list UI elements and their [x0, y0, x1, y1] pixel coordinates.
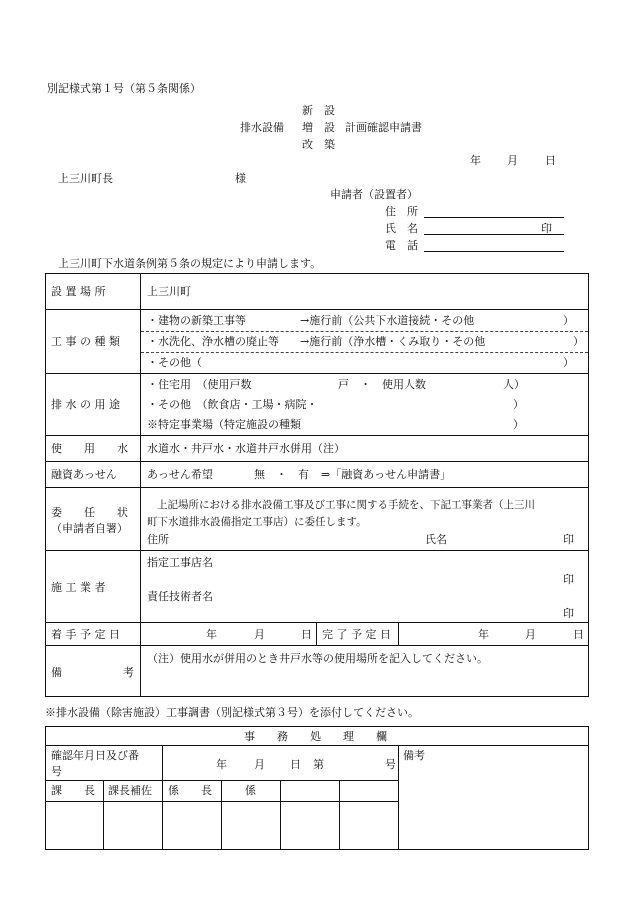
- title-option-new: 新 設: [302, 104, 335, 117]
- paren-close: ）: [513, 418, 524, 431]
- remarks-column-divider: [398, 745, 399, 850]
- applicant-name-label: 氏 名: [385, 222, 418, 235]
- dashed-divider: [141, 352, 588, 353]
- attachment-note: ※排水設備（除害施設）工事調書（別記様式第３号）を添付してください。: [45, 706, 419, 719]
- end-year[interactable]: 年: [478, 628, 489, 641]
- work-type-other[interactable]: ・その他（: [147, 356, 202, 369]
- stamp-chief: 課 長: [51, 784, 95, 797]
- start-day[interactable]: 日: [301, 628, 312, 641]
- date-column-divider: [398, 622, 399, 645]
- intro-text: 上三川町下水道条例第５条の規定により申請します。: [58, 257, 322, 270]
- applicant-address-field[interactable]: [424, 217, 564, 218]
- location-label: 設 置 場 所: [51, 285, 106, 298]
- use-specified-facility[interactable]: ※特定事業場（特定施設の種類: [147, 418, 301, 431]
- water-label: 使 用 水: [51, 442, 128, 455]
- applicant-phone-field[interactable]: [424, 251, 564, 252]
- applicant-address-label: 住 所: [385, 205, 418, 218]
- date-year: 年: [470, 154, 481, 167]
- date-month: 月: [507, 154, 518, 167]
- row-divider: [45, 645, 589, 646]
- title-option-extend: 増 設: [302, 121, 335, 134]
- loan-request: あっせん希望: [147, 468, 213, 481]
- proxy-text: 上記場所における排水設備工事及び工事に関する手続を、下記工事業者（上三川: [157, 499, 535, 511]
- paren-close: ）: [513, 398, 524, 411]
- remarks-label: 備: [51, 666, 62, 679]
- applicant-heading: 申請者（設置者）: [330, 188, 418, 201]
- loan-form-reference: ⇒「融資あっせん申請書」: [321, 468, 452, 481]
- end-date-label: 完 了 予 定 日: [322, 628, 391, 641]
- date-day: 日: [545, 154, 556, 167]
- proxy-address-label[interactable]: 住所: [147, 533, 169, 546]
- loan-choice[interactable]: 無 ・ 有: [254, 468, 309, 481]
- confirm-day: 日: [290, 758, 301, 771]
- addressee: 上三川町長: [58, 172, 113, 185]
- confirm-date-label: 確認年月日及び番: [51, 749, 139, 762]
- office-use-title: 事 務 処 理 欄: [244, 730, 387, 743]
- column-divider: [162, 780, 163, 850]
- confirm-date-label-cont: 号: [51, 765, 62, 778]
- paren-close: ）: [563, 356, 574, 369]
- work-type-flush-conversion[interactable]: ・水洗化、浄水槽の廃止等: [147, 335, 279, 348]
- column-divider: [162, 745, 163, 780]
- row-divider: [45, 745, 589, 746]
- use-other[interactable]: ・その他 （飲食店・工場・病院・: [147, 398, 318, 411]
- office-remarks-label: 備考: [403, 749, 425, 762]
- contractor-engineer-label[interactable]: 責任技術者名: [147, 590, 213, 603]
- loan-label: 融資あっせん: [51, 468, 117, 481]
- drain-use-label: 排 水 の 用 途: [51, 398, 120, 411]
- stamp-staff: 係: [245, 784, 256, 797]
- row-divider: [45, 435, 589, 436]
- row-divider: [45, 461, 589, 462]
- form-number: 別記様式第１号（第５条関係）: [47, 82, 201, 95]
- proxy-sublabel: （申請者自署）: [51, 522, 128, 535]
- row-divider: [45, 550, 589, 551]
- dashed-divider: [141, 331, 588, 332]
- row-divider: [45, 622, 589, 623]
- proxy-name-label[interactable]: 氏名: [425, 533, 447, 546]
- row-divider: [45, 309, 589, 310]
- title-prefix: 排水設備: [240, 121, 284, 134]
- paren-close: ）: [573, 335, 584, 348]
- contractor-engineer-seal: 印: [563, 607, 574, 620]
- work-type-new-construction-status: →施行前（公共下水道接続・その他: [300, 314, 475, 327]
- applicant-phone-label: 電 話: [385, 239, 418, 252]
- paren-close: 人）: [503, 378, 525, 391]
- use-residential-persons: 戸 ・ 使用人数: [338, 378, 426, 391]
- contractor-shop-label[interactable]: 指定工事店名: [147, 556, 213, 569]
- proxy-label: 委 任 状: [51, 506, 128, 519]
- location-value[interactable]: 上三川町: [147, 285, 191, 298]
- start-date-label: 着 手 予 定 日: [51, 628, 120, 641]
- column-divider: [339, 780, 340, 850]
- confirm-number-suffix: 号: [385, 758, 396, 771]
- work-type-flush-conversion-status: →施行前（浄水槽・くみ取り・その他: [300, 335, 486, 348]
- remarks-note: （注）使用水が併用のとき井戸水等の使用場所を記入してください。: [147, 652, 488, 665]
- confirm-month: 月: [254, 758, 265, 771]
- work-type-new-construction[interactable]: ・建物の新築工事等: [147, 314, 246, 327]
- end-day[interactable]: 日: [573, 628, 584, 641]
- work-type-label: 工 事 の 種 類: [51, 335, 120, 348]
- label-column-divider: [140, 273, 141, 697]
- column-divider: [221, 780, 222, 850]
- end-month[interactable]: 月: [525, 628, 536, 641]
- title-option-rebuild: 改 築: [302, 138, 335, 151]
- start-year[interactable]: 年: [206, 628, 217, 641]
- confirm-year: 年: [216, 758, 227, 771]
- start-month[interactable]: 月: [254, 628, 265, 641]
- column-divider: [103, 780, 104, 850]
- contractor-label: 施 工 業 者: [51, 581, 106, 594]
- honorific: 様: [235, 172, 246, 185]
- date-column-divider: [316, 622, 317, 645]
- row-divider: [45, 487, 589, 488]
- stamp-section-head: 係 長: [168, 784, 212, 797]
- column-divider: [280, 780, 281, 850]
- applicant-seal: 印: [541, 222, 552, 235]
- page-title: 計画確認申請書: [345, 121, 422, 134]
- proxy-text-cont: 町下水道排水設備指定工事店）に委任します。: [147, 516, 367, 528]
- use-residential[interactable]: ・住宅用 （使用戸数: [147, 378, 252, 391]
- remarks-label-end: 考: [123, 666, 134, 679]
- stamp-deputy: 課長補佐: [108, 784, 152, 797]
- proxy-seal: 印: [563, 533, 574, 546]
- row-divider: [45, 373, 589, 374]
- confirm-number-prefix: 第: [313, 758, 324, 771]
- water-value[interactable]: 水道水・井戸水・水道井戸水併用（注）: [147, 442, 345, 455]
- paren-close: ）: [563, 314, 574, 327]
- contractor-shop-seal: 印: [563, 573, 574, 586]
